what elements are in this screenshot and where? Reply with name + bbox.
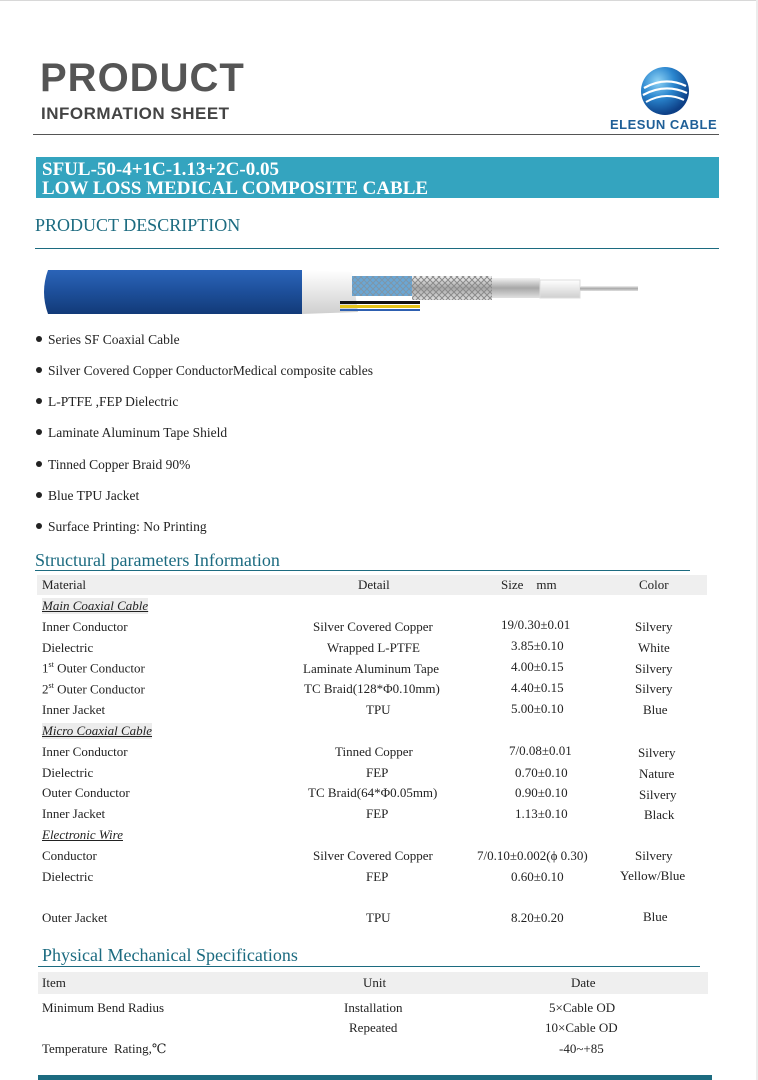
row-size: 0.60±0.10	[511, 869, 564, 884]
row-material: Outer Conductor	[42, 785, 130, 800]
cable-illustration	[40, 268, 645, 318]
top-border	[0, 0, 758, 5]
group-micro-coaxial: Micro Coaxial Cable	[42, 723, 153, 738]
spec-value: 10×Cable OD	[545, 1020, 618, 1035]
row-material: 1st Outer Conductor	[42, 660, 145, 676]
group-main-coaxial: Main Coaxial Cable	[42, 598, 149, 613]
section-divider	[35, 248, 719, 249]
row-material: Conductor	[42, 848, 97, 863]
row-detail: Silver Covered Copper	[313, 848, 433, 863]
bullet-dot-icon	[36, 367, 42, 373]
row-color: Yellow/Blue	[620, 868, 686, 883]
row-size: 7/0.10±0.002(ϕ 0.30)	[477, 848, 588, 863]
header-material: Material	[42, 577, 87, 592]
row-size: 0.90±0.10	[515, 785, 568, 800]
feature-bullet: Laminate Aluminum Tape Shield	[36, 425, 227, 441]
row-detail: Tinned Copper	[335, 744, 413, 759]
feature-bullet: Blue TPU Jacket	[36, 488, 139, 504]
feature-bullet: Surface Printing: No Printing	[36, 519, 207, 535]
bullet-dot-icon	[36, 523, 42, 529]
row-size: 1.13±0.10	[515, 806, 568, 821]
banner-description: LOW LOSS MEDICAL COMPOSITE CABLE	[42, 178, 429, 199]
row-color: Silvery	[635, 848, 673, 863]
product-banner	[36, 157, 719, 198]
header-date: Date	[571, 975, 596, 990]
spec-value: 5×Cable OD	[549, 1000, 616, 1015]
spec-item: Minimum Bend Radius	[42, 1000, 165, 1015]
page-subtitle: INFORMATION SHEET	[41, 104, 230, 123]
row-material: Inner Conductor	[42, 619, 128, 634]
row-material: Dielectric	[42, 640, 94, 655]
header-size: Size mm	[501, 577, 557, 592]
feature-bullet: Silver Covered Copper ConductorMedical composite cables	[36, 363, 373, 379]
header-unit: Unit	[363, 975, 387, 990]
header-item: Item	[42, 975, 66, 990]
feature-bullet: Tinned Copper Braid 90%	[36, 457, 190, 473]
row-size: 0.70±0.10	[515, 765, 568, 780]
footer-bar	[38, 1075, 712, 1080]
spec-unit: Repeated	[349, 1020, 398, 1035]
row-material: Outer Jacket	[42, 910, 108, 925]
row-color: Nature	[639, 766, 675, 781]
globe-logo-icon	[640, 66, 690, 116]
bullet-dot-icon	[36, 461, 42, 467]
brand-name: ELESUN CABLE	[610, 117, 718, 132]
row-material: Inner Jacket	[42, 806, 106, 821]
row-size: 19/0.30±0.01	[501, 617, 571, 632]
header-color: Color	[639, 577, 669, 592]
row-detail: Wrapped L-PTFE	[327, 640, 420, 655]
section-title-physical: Physical Mechanical Specifications	[42, 945, 298, 965]
spec-value: -40~+85	[559, 1041, 604, 1056]
row-detail: Laminate Aluminum Tape	[303, 661, 440, 676]
row-color: Blue	[643, 702, 668, 717]
group-electronic-wire: Electronic Wire	[42, 827, 123, 842]
row-size: 3.85±0.10	[511, 638, 564, 653]
row-color: Silvery	[638, 745, 676, 760]
row-material: Inner Conductor	[42, 744, 128, 759]
row-detail: FEP	[366, 765, 389, 780]
row-color: Silvery	[635, 661, 673, 676]
bullet-dot-icon	[36, 398, 42, 404]
row-color: Silvery	[635, 681, 673, 696]
row-material: Dielectric	[42, 869, 94, 884]
row-material: 2st Outer Conductor	[42, 681, 145, 697]
header-detail: Detail	[358, 577, 390, 592]
feature-bullet: Series SF Coaxial Cable	[36, 332, 180, 348]
row-size: 4.40±0.15	[511, 680, 564, 695]
section-divider	[35, 570, 690, 571]
section-title-description: PRODUCT DESCRIPTION	[35, 215, 241, 235]
row-size: 4.00±0.15	[511, 659, 564, 674]
bullet-dot-icon	[36, 492, 42, 498]
section-divider	[38, 966, 700, 967]
section-title-structural: Structural parameters Information	[35, 550, 280, 570]
row-color: Silvery	[635, 619, 673, 634]
row-material: Inner Jacket	[42, 702, 106, 717]
row-color: Black	[644, 807, 675, 822]
row-detail: TPU	[366, 910, 391, 925]
row-size: 8.20±0.20	[511, 910, 564, 925]
spec-unit: Installation	[344, 1000, 403, 1015]
row-detail: TC Braid(128*Φ0.10mm)	[304, 681, 440, 696]
row-material: Dielectric	[42, 765, 94, 780]
row-detail: FEP	[366, 869, 389, 884]
bullet-dot-icon	[36, 429, 42, 435]
row-detail: Silver Covered Copper	[313, 619, 433, 634]
row-detail: TC Braid(64*Φ0.05mm)	[308, 785, 438, 800]
row-size: 5.00±0.10	[511, 701, 564, 716]
spec-item: Temperature Rating,℃	[42, 1041, 167, 1056]
row-color: Silvery	[639, 787, 677, 802]
feature-bullet: L-PTFE ,FEP Dielectric	[36, 394, 178, 410]
row-size: 7/0.08±0.01	[509, 743, 572, 758]
row-detail: TPU	[366, 702, 391, 717]
row-detail: FEP	[366, 806, 389, 821]
header-divider	[33, 134, 719, 135]
row-color: White	[638, 640, 670, 655]
page-title: PRODUCT	[40, 56, 245, 100]
row-color: Blue	[643, 909, 668, 924]
bullet-dot-icon	[36, 336, 42, 342]
banner-model: SFUL-50-4+1C-1.13+2C-0.05	[42, 159, 279, 180]
